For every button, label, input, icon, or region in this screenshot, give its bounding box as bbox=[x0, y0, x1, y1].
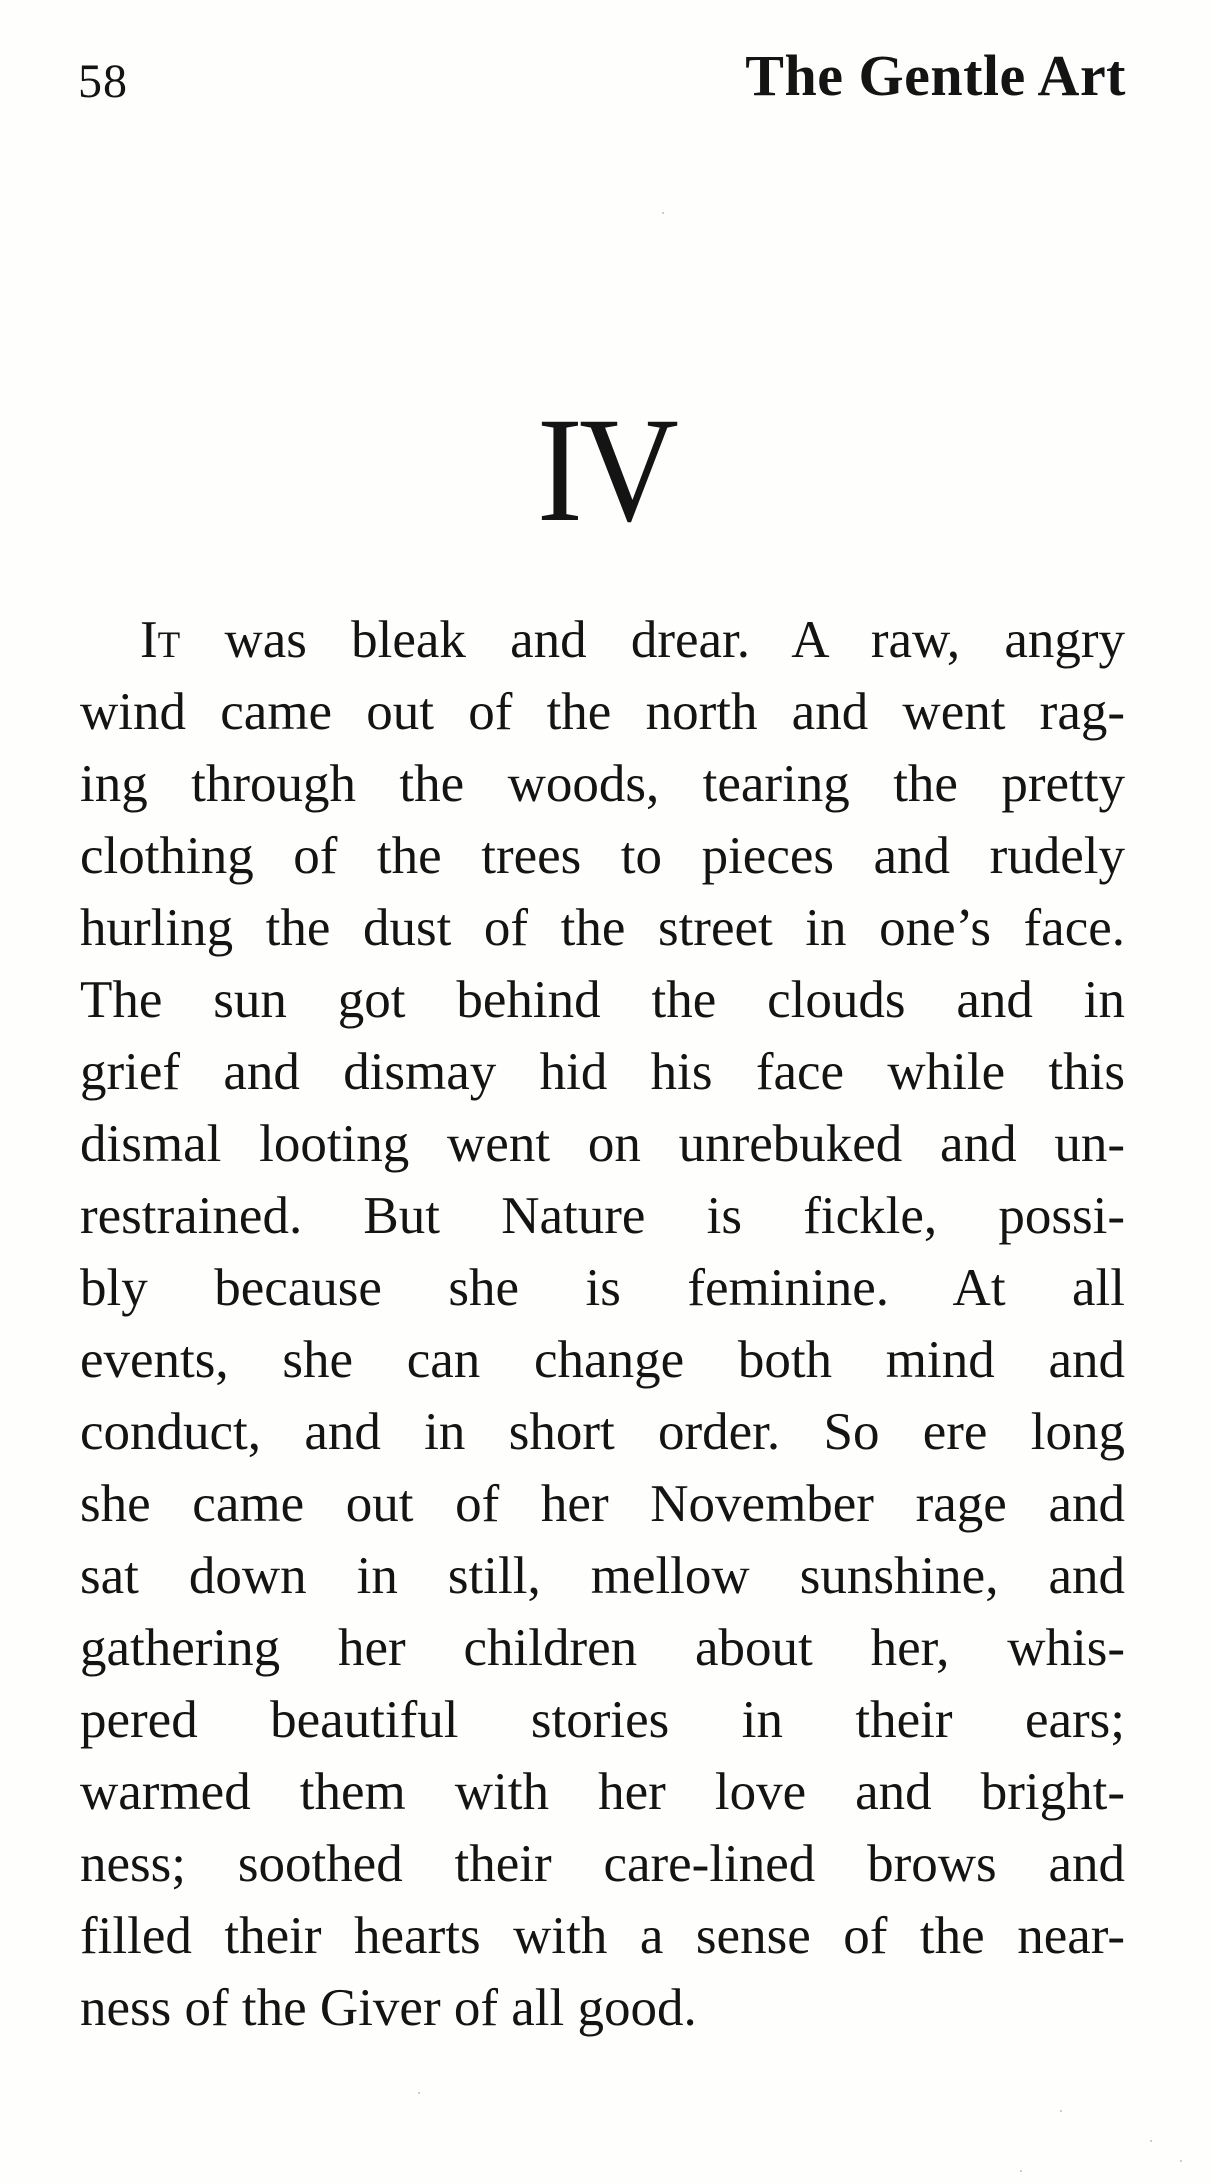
paragraph-line: events, she can change both mind and bbox=[80, 1331, 1125, 1389]
paragraph-line: conduct, and in short order. So ere long bbox=[80, 1403, 1125, 1461]
paragraph-line: bly because she is feminine. At all bbox=[80, 1259, 1125, 1317]
paragraph-line: ness; soothed their care-lined brows and bbox=[80, 1835, 1125, 1893]
paragraph-line: pered beautiful stories in their ears; bbox=[80, 1691, 1125, 1749]
lead-word: It bbox=[140, 611, 181, 669]
scan-speck bbox=[1020, 2170, 1022, 2172]
scan-speck bbox=[1180, 2160, 1182, 2162]
scan-speck bbox=[662, 212, 664, 214]
chapter-heading: IV bbox=[536, 387, 676, 553]
paragraph-line: she came out of her November rage and bbox=[80, 1475, 1125, 1533]
paragraph-line: gathering her children about her, whis- bbox=[80, 1619, 1125, 1677]
paragraph-line: dismal looting went on unrebuked and un- bbox=[80, 1115, 1125, 1173]
line-text: was bleak and drear. A raw, angry bbox=[180, 611, 1125, 669]
paragraph-line: warmed them with her love and bright- bbox=[80, 1763, 1125, 1821]
scan-speck bbox=[1150, 2140, 1152, 2142]
paragraph-line: ness of the Giver of all good. bbox=[80, 1979, 697, 2037]
paragraph-line: clothing of the trees to pieces and rudely bbox=[80, 827, 1125, 885]
scan-speck bbox=[1060, 2110, 1062, 2112]
running-head bbox=[78, 36, 1126, 116]
paragraph-line: ing through the woods, tearing the pretty bbox=[80, 755, 1125, 813]
paragraph-line: wind came out of the north and went rag- bbox=[80, 683, 1125, 741]
running-title: The Gentle Art bbox=[745, 43, 1126, 108]
page-number: 58 bbox=[78, 55, 128, 108]
paragraph-line: sat down in still, mellow sunshine, and bbox=[80, 1547, 1125, 1605]
paragraph-line: grief and dismay hid his face while this bbox=[80, 1043, 1125, 1101]
chapter-paragraph bbox=[80, 604, 1125, 2044]
paragraph-line: restrained. But Nature is fickle, possi- bbox=[80, 1187, 1125, 1245]
paragraph-line: The sun got behind the clouds and in bbox=[80, 971, 1125, 1029]
paragraph-line: filled their hearts with a sense of the near- bbox=[80, 1907, 1125, 1965]
scan-speck bbox=[418, 2092, 420, 2094]
paragraph-line bbox=[80, 604, 1125, 676]
paragraph-line: hurling the dust of the street in one’s face. bbox=[80, 899, 1125, 957]
